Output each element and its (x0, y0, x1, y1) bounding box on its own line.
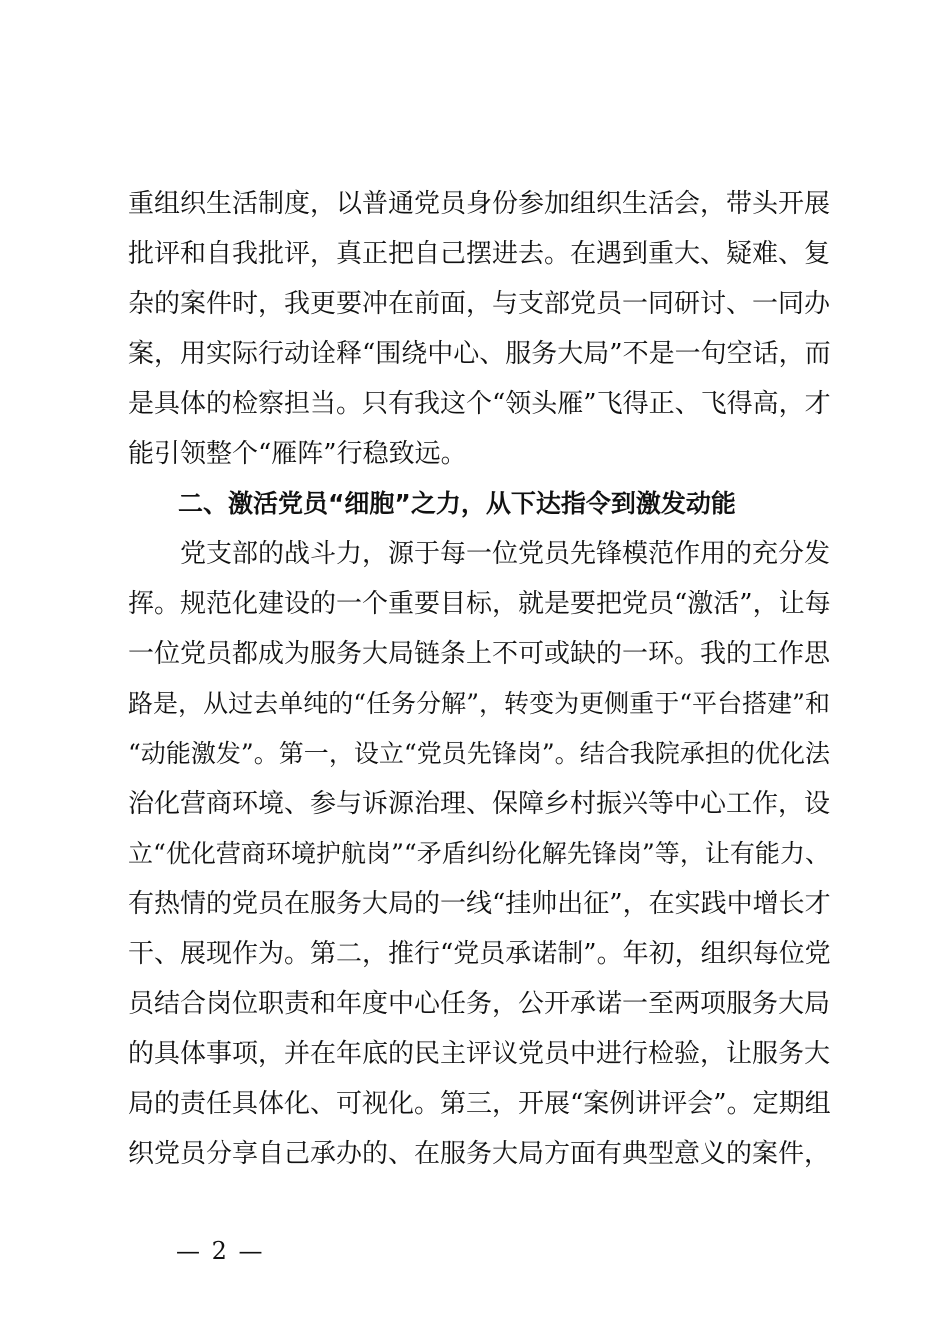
paragraph-line: 员结合岗位职责和年度中心任务，公开承诺一至两项服务大局 (128, 989, 831, 1019)
paragraph-line: 案，用实际行动诠释“围绕中心、服务大局”不是一句空话，而 (128, 339, 831, 369)
paragraph-line: 局的责任具体化、可视化。第三，开展“案例讲评会”。定期组 (128, 1089, 831, 1119)
paragraph-line: 批评和自我批评，真正把自己摆进去。在遇到重大、疑难、复 (128, 239, 831, 269)
paragraph-line: 的具体事项，并在年底的民主评议党员中进行检验，让服务大 (128, 1039, 831, 1069)
paragraph-line: 挥。规范化建设的一个重要目标，就是要把党员“激活”，让每 (128, 589, 831, 619)
paragraph-line: 有热情的党员在服务大局的一线“挂帅出征”，在实践中增长才 (128, 889, 831, 919)
paragraph-line: 杂的案件时，我更要冲在前面，与支部党员一同研讨、一同办 (128, 289, 831, 319)
paragraph-line: 是具体的检察担当。只有我这个“领头雁”飞得正、飞得高，才 (128, 389, 831, 419)
paragraph-line: 一位党员都成为服务大局链条上不可或缺的一环。我的工作思 (128, 639, 831, 669)
paragraph-line: 立“优化营商环境护航岗”“矛盾纠纷化解先锋岗”等，让有能力、 (128, 839, 830, 868)
paragraph-line: “动能激发”。第一，设立“党员先锋岗”。结合我院承担的优化法 (128, 739, 830, 768)
paragraph-line: 织党员分享自己承办的、在服务大局方面有典型意义的案件， (128, 1139, 831, 1169)
paragraph-line: 重组织生活制度，以普通党员身份参加组织生活会，带头开展 (128, 189, 831, 219)
paragraph-line: 治化营商环境、参与诉源治理、保障乡村振兴等中心工作，设 (128, 789, 831, 819)
page-number: — 2 — (176, 1237, 265, 1265)
paragraph-line: 党支部的战斗力，源于每一位党员先锋模范作用的充分发 (180, 539, 831, 569)
section-heading: 二、激活党员“细胞”之力，从下达指令到激发动能 (178, 489, 736, 518)
paragraph-line: 路是，从过去单纯的“任务分解”，转变为更侧重于“平台搭建”和 (128, 689, 830, 718)
paragraph-line: 干、展现作为。第二，推行“党员承诺制”。年初，组织每位党 (128, 939, 831, 969)
paragraph-line: 能引领整个“雁阵”行稳致远。 (128, 439, 467, 469)
